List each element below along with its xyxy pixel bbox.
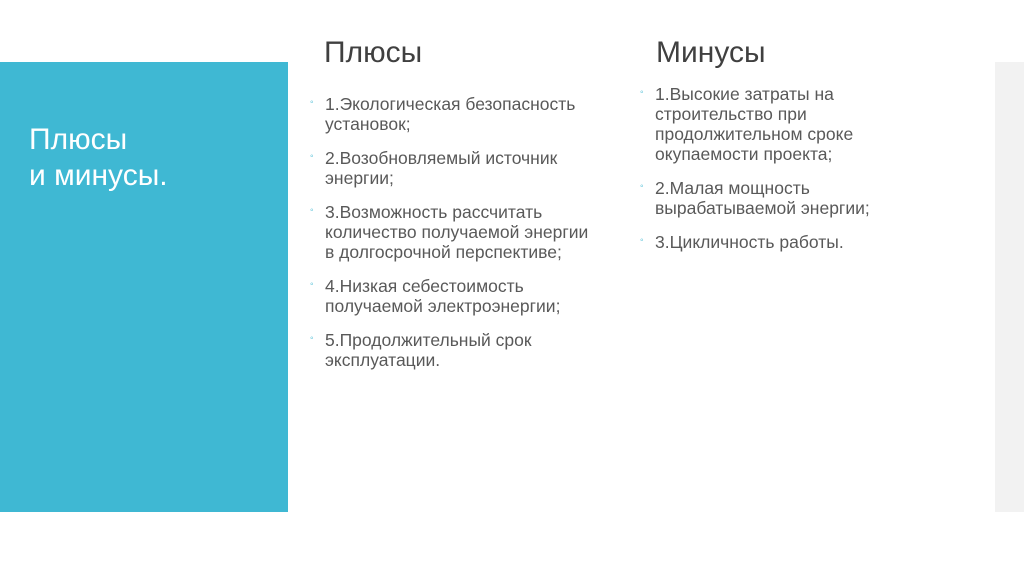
slide-title-line-2: и минусы. [29, 159, 168, 192]
bullet-icon: ◦ [640, 181, 644, 192]
cons-item-text: 1.Высокие затраты на строительство при продолжительном сроке окупаемости проекта; [655, 84, 854, 164]
bullet-icon: ◦ [310, 333, 314, 344]
pros-list-item [308, 202, 598, 262]
pros-list-item [308, 148, 598, 188]
bullet-icon: ◦ [310, 205, 314, 216]
bullet-icon: ◦ [310, 151, 314, 162]
pros-item-text: 3.Возможность рассчитать количество получаемой энергии в долгосрочной перспективе; [325, 202, 589, 262]
cons-list-item [638, 84, 928, 164]
pros-list-item [308, 94, 598, 134]
bullet-icon: ◦ [310, 97, 314, 108]
bullet-icon: ◦ [640, 87, 644, 98]
cons-heading: Минусы [656, 36, 766, 69]
bullet-icon: ◦ [640, 235, 644, 246]
pros-heading: Плюсы [324, 36, 423, 69]
side-bar-decoration [995, 62, 1024, 512]
pros-list-item [308, 276, 598, 316]
cons-item-text: 3.Цикличность работы. [655, 232, 844, 252]
cons-item-text: 2.Малая мощность вырабатываемой энергии; [655, 178, 870, 218]
cons-list-item [638, 232, 928, 252]
slide-title-line-1: Плюсы [29, 123, 128, 156]
cons-list [638, 84, 928, 266]
slide-title [29, 122, 279, 194]
pros-item-text: 1.Экологическая безопасность установок; [325, 94, 576, 134]
pros-item-text: 4.Низкая себестоимость получаемой электроэнергии; [325, 276, 561, 316]
pros-item-text: 2.Возобновляемый источник энергии; [325, 148, 558, 188]
bullet-icon: ◦ [310, 279, 314, 290]
pros-list [308, 94, 598, 384]
cons-list-item [638, 178, 928, 218]
pros-item-text: 5.Продолжительный срок эксплуатации. [325, 330, 532, 370]
pros-list-item [308, 330, 598, 370]
